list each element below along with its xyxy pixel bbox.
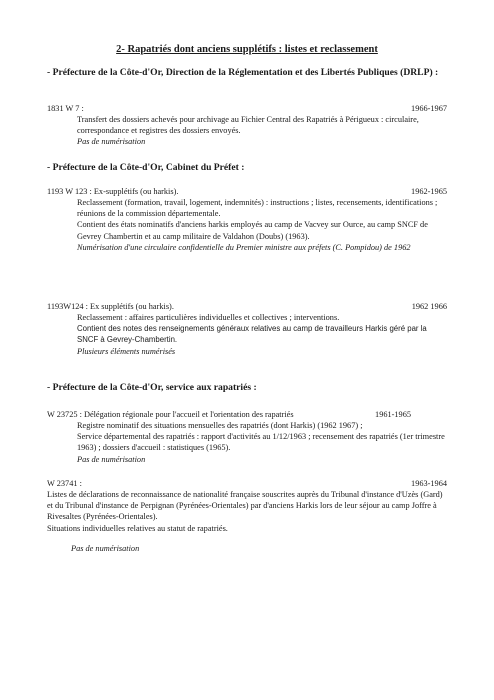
entry-description-2: Situations individuelles relatives au statut de rapatriés.	[47, 523, 228, 533]
entry-body-1193w124	[77, 312, 449, 357]
entry-description: Registre nominatif des situations mensuelles des rapatriés (dont Harkis) (1962 1967) ;	[77, 421, 363, 430]
entry-ref-1831w7	[47, 103, 447, 114]
entry-contents-note: Contient des notes des renseignements généraux relatives au camp de travailleurs Harkis géré par la SNCF à Gevrey-Chambertin.	[77, 324, 427, 345]
digitization-note: Plusieurs éléments numérisés	[77, 346, 176, 356]
entry-dates: 1961-1965	[375, 410, 411, 419]
entry-body-w23741	[47, 489, 449, 554]
document-title-text: 2- Rapatriés dont anciens supplétifs : listes et reclassement	[116, 44, 378, 55]
entry-dates: 1962 1966	[411, 302, 447, 311]
entry-description-2: Service départemental des rapatriés : rapport d'activités au 1/12/1963 ; recensement des rapatriés (1er trimestre 1963) ; dossiers d'accueil : statistiques (1965).	[77, 432, 445, 453]
entry-dates: 1966-1967	[411, 104, 447, 113]
digitization-note: Pas de numérisation	[77, 454, 146, 464]
entry-dates: 1962-1965	[411, 187, 447, 196]
entry-description: Reclassement (formation, travail, logement, indemnités) : instructions ; listes, recensements, identifications ; réunions de la commission départementale.	[77, 198, 438, 219]
digitization-note: Pas de numérisation	[77, 137, 146, 147]
section-heading-cabinet: - Préfecture de la Côte-d'Or, Cabinet du Préfet :	[47, 162, 245, 173]
entry-ref-1193w124	[47, 301, 447, 312]
entry-contents-note: Contient des états nominatifs d'anciens harkis employés au camp de Vacvey sur Ource, au camp SNCF de Gevrey Chambertin et au camp militaire de Valdahon (Doubs) (1963).	[77, 220, 428, 241]
entry-reference: 1193 W 123 : Ex-supplétifs (ou harkis).	[47, 187, 179, 196]
entry-ref-w23741	[47, 478, 447, 489]
document-title	[0, 44, 494, 55]
entry-description: Transfert des dossiers achevés pour archivage au Fichier Central des Rapatriés à Périgueux : circulaire, correspondance et registres des dossiers envoyés.	[77, 115, 419, 136]
section-heading-drlp: - Préfecture de la Côte-d'Or, Direction de la Réglementation et des Libertés Publiques (DRLP) :	[47, 67, 439, 78]
entry-body-1193w123	[77, 197, 449, 253]
entry-reference: W 23741 :	[47, 479, 82, 488]
digitization-note: Pas de numérisation	[71, 543, 140, 553]
entry-body-w23725	[77, 420, 449, 465]
entry-ref-1193w123	[47, 186, 447, 197]
entry-reference: W 23725 : Délégation régionale pour l'accueil et l'orientation des rapatriés	[47, 410, 294, 419]
entry-reference: 1193W124 : Ex supplétifs (ou harkis).	[47, 302, 174, 311]
entry-body-1831w7	[77, 114, 449, 148]
entry-ref-w23725	[47, 409, 411, 420]
entry-dates: 1963-1964	[411, 479, 447, 488]
entry-description: Listes de déclarations de reconnaissance de nationalité française souscrites auprès du Tribunal d'instance d'Uzès (Gard) et du Tribunal d'instance de Perpignan (Pyrénées-Orientales) par d'anciens Harkis lors de leur séjour au camp Joffre à Rivesaltes (Pyrénées-Orientales).	[47, 490, 443, 522]
section-heading-service-rapatries: - Préfecture de la Côte-d'Or, service aux rapatriés :	[47, 382, 257, 393]
digitization-note: Numérisation d'une circulaire confidentielle du Premier ministre aux préfets (C. Pompidou) de 1962	[77, 242, 411, 252]
entry-reference: 1831 W 7 :	[47, 104, 84, 113]
entry-description: Reclassement : affaires particulières individuelles et collectives ; interventions.	[77, 313, 340, 322]
